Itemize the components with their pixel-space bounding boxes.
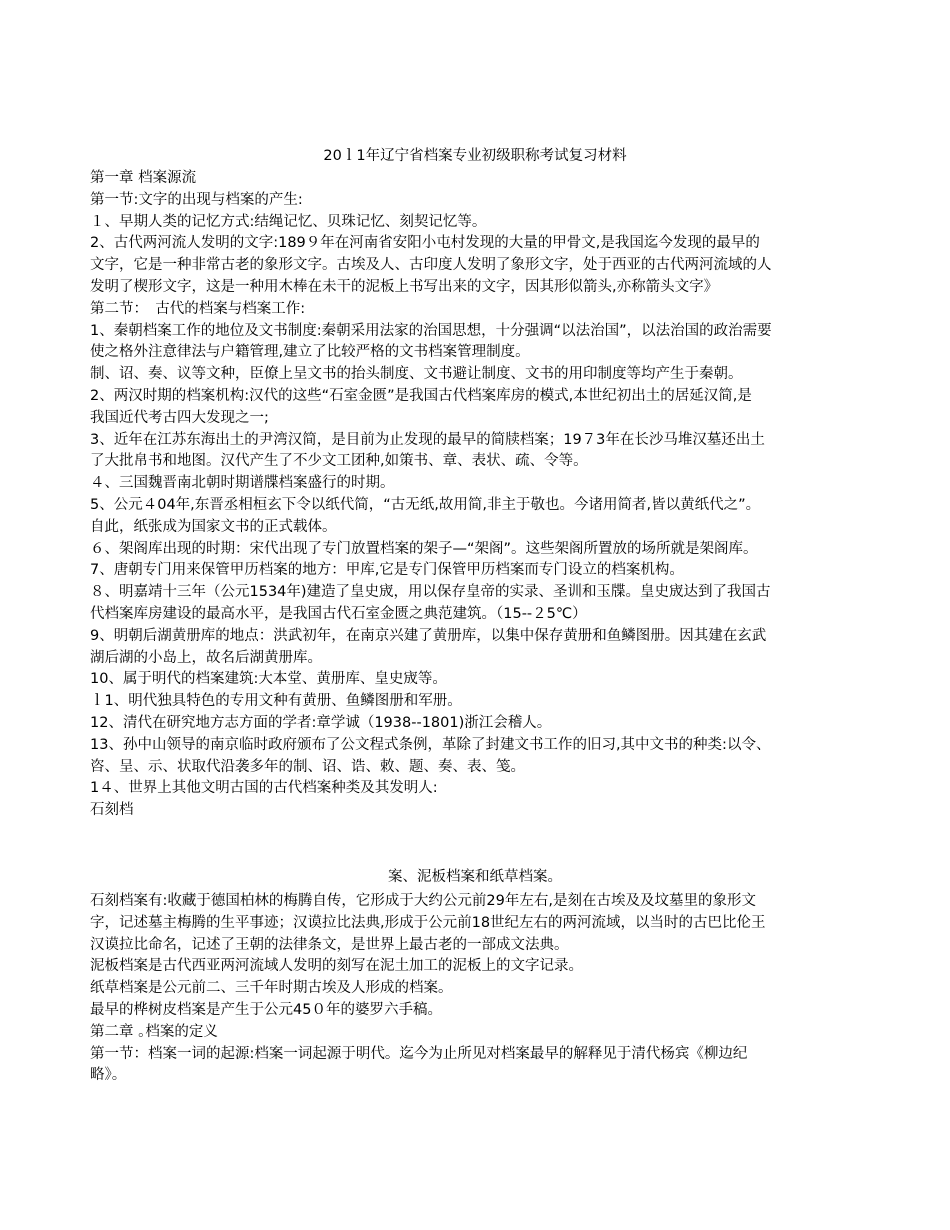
text-line: 使之格外注意律法与户籍管理,建立了比较严格的文书档案管理制度。 [90, 344, 530, 361]
text-line: 第一节：档案一词的起源:档案一词起源于明代。迄今为止所见对档案最早的解释见于清代杨宾《柳边纪 [90, 1045, 748, 1062]
text-line: 3、近年在江苏东海出土的尹湾汉简，是目前为止发现的最早的简牍档案；19７3年在长沙马堆汉墓还出土 [90, 431, 765, 448]
text-line: 略》。 [90, 1067, 127, 1084]
text-line: 湖后湖的小岛上，故名后湖黄册库。 [90, 649, 322, 666]
text-line: 文字，它是一种非常古老的象形文字。古埃及人、古印度人发明了象形文字，处于西亚的古代两河流域的人 [90, 257, 772, 274]
text-line: 自此，纸张成为国家文书的正式载体。 [90, 518, 337, 535]
text-line: 了大批帛书和地图。汉代产生了不少文工团种,如策书、章、表状、疏、令等。 [90, 453, 588, 470]
text-line: 石刻档 [90, 802, 134, 819]
text-line: 字，记述墓主梅腾的生平事迹；汉谟拉比法典,形成于公元前18世纪左右的两河流域，以当时的古巴比伦王 [90, 914, 766, 931]
body-text-part2 [90, 891, 862, 1087]
text-line: 1、秦朝档案工作的地位及文书制度:秦朝采用法家的治国思想，十分强调“以法治国”，以法治国的政治需要 [90, 322, 772, 339]
text-line: 发明了楔形文字，这是一种用木棒在未干的泥板上书写出来的文字，因其形似箭头,亦称箭头文字》 [90, 278, 719, 295]
text-line: 咨、呈、示、状取代沿袭多年的制、诏、诰、敕、题、奏、表、笺。 [90, 758, 525, 775]
document-title: 20ｌ1年辽宁省档案专业初级职称考试复习材料 [323, 148, 627, 164]
text-line: 第二章 ｡档案的定义 [90, 1023, 218, 1040]
text-line: ８、明嘉靖十三年（公元1534年)建造了皇史宬，用以保存皇帝的实录、圣训和玉牒。皇史宬达到了我国古 [90, 584, 771, 601]
text-line: 泥板档案是古代西亚两河流域人发明的刻写在泥土加工的泥板上的文字记录。 [90, 958, 583, 975]
text-line: 10、属于明代的档案建筑:大本堂、黄册库、皇史宬等。 [90, 671, 447, 688]
text-line: １、早期人类的记忆方式:结绳记忆、贝珠记忆、刻契记忆等。 [90, 213, 487, 230]
text-line: 第一节:文字的出现与档案的产生: [90, 191, 303, 208]
text-line: 第一章 档案源流 [90, 170, 197, 186]
text-line: 1４、世界上其他文明古国的古代档案种类及其发明人: [90, 780, 438, 797]
centered-continuation-line: 案、泥板档案和纸草档案。 [388, 869, 562, 885]
text-line: 5、公元４04年,东晋丞相桓玄下令以纸代简，“古无纸,故用简,非主于敬也。今诸用简者,皆以黄纸代之”。 [90, 496, 761, 513]
text-line: 2、两汉时期的档案机构:汉代的这些“石室金匮”是我国古代档案库房的模式,本世纪初出土的居延汉简,是 [90, 387, 752, 404]
text-line: 纸草档案是公元前二、三千年时期古埃及人形成的档案。 [90, 980, 453, 997]
text-line: 汉谟拉比命名，记述了王朝的法律条文，是世界上最古老的一部成文法典。 [90, 936, 569, 953]
text-line: ｌ1、明代独具特色的专用文种有黄册、鱼鳞图册和军册。 [90, 693, 462, 710]
text-line: ６、架阁库出现的时期：宋代出现了专门放置档案的架子—“架阁”。这些架阁所置放的场所就是架阁库。 [90, 540, 758, 557]
text-line: 9、明朝后湖黄册库的地点：洪武初年，在南京兴建了黄册库，以集中保存黄册和鱼鳞图册。因其建在玄武 [90, 627, 767, 644]
text-line: 13、孙中山领导的南京临时政府颁布了公文程式条例，革除了封建文书工作的旧习,其中文书的种类:以令、 [90, 736, 771, 753]
body-text-part1 [90, 168, 862, 822]
text-line: 2、古代两河流人发明的文字:189９年在河南省安阳小屯村发现的大量的甲骨文,是我国迄今发现的最早的 [90, 235, 760, 252]
text-line: 第二节： 古代的档案与档案工作: [90, 300, 306, 317]
text-line: 12、清代在研究地方志方面的学者:章学诚（1938--1801)浙江会稽人。 [90, 714, 552, 731]
text-line: 我国近代考古四大发现之一; [90, 409, 269, 426]
text-line: 7、唐朝专门用来保管甲历档案的地方：甲库,它是专门保管甲历档案而专门设立的档案机构。 [90, 562, 684, 579]
text-line: 制、诏、奏、议等文种，臣僚上呈文书的抬头制度、文书避让制度、文书的用印制度等均产生于秦朝。 [90, 366, 743, 383]
text-line: 最早的桦树皮档案是产生于公元45０年的婆罗六手稿。 [90, 1001, 442, 1018]
text-line: ４、三国魏晋南北朝时期谱牒档案盛行的时期。 [90, 475, 395, 492]
text-line: 石刻档案有:收藏于德国柏林的梅腾自传，它形成于大约公元前29年左右,是刻在古埃及及坟墓里的象形文 [90, 893, 756, 909]
text-line: 代档案库房建设的最高水平，是我国古代石室金匮之典范建筑。（15--２5℃） [90, 605, 587, 622]
